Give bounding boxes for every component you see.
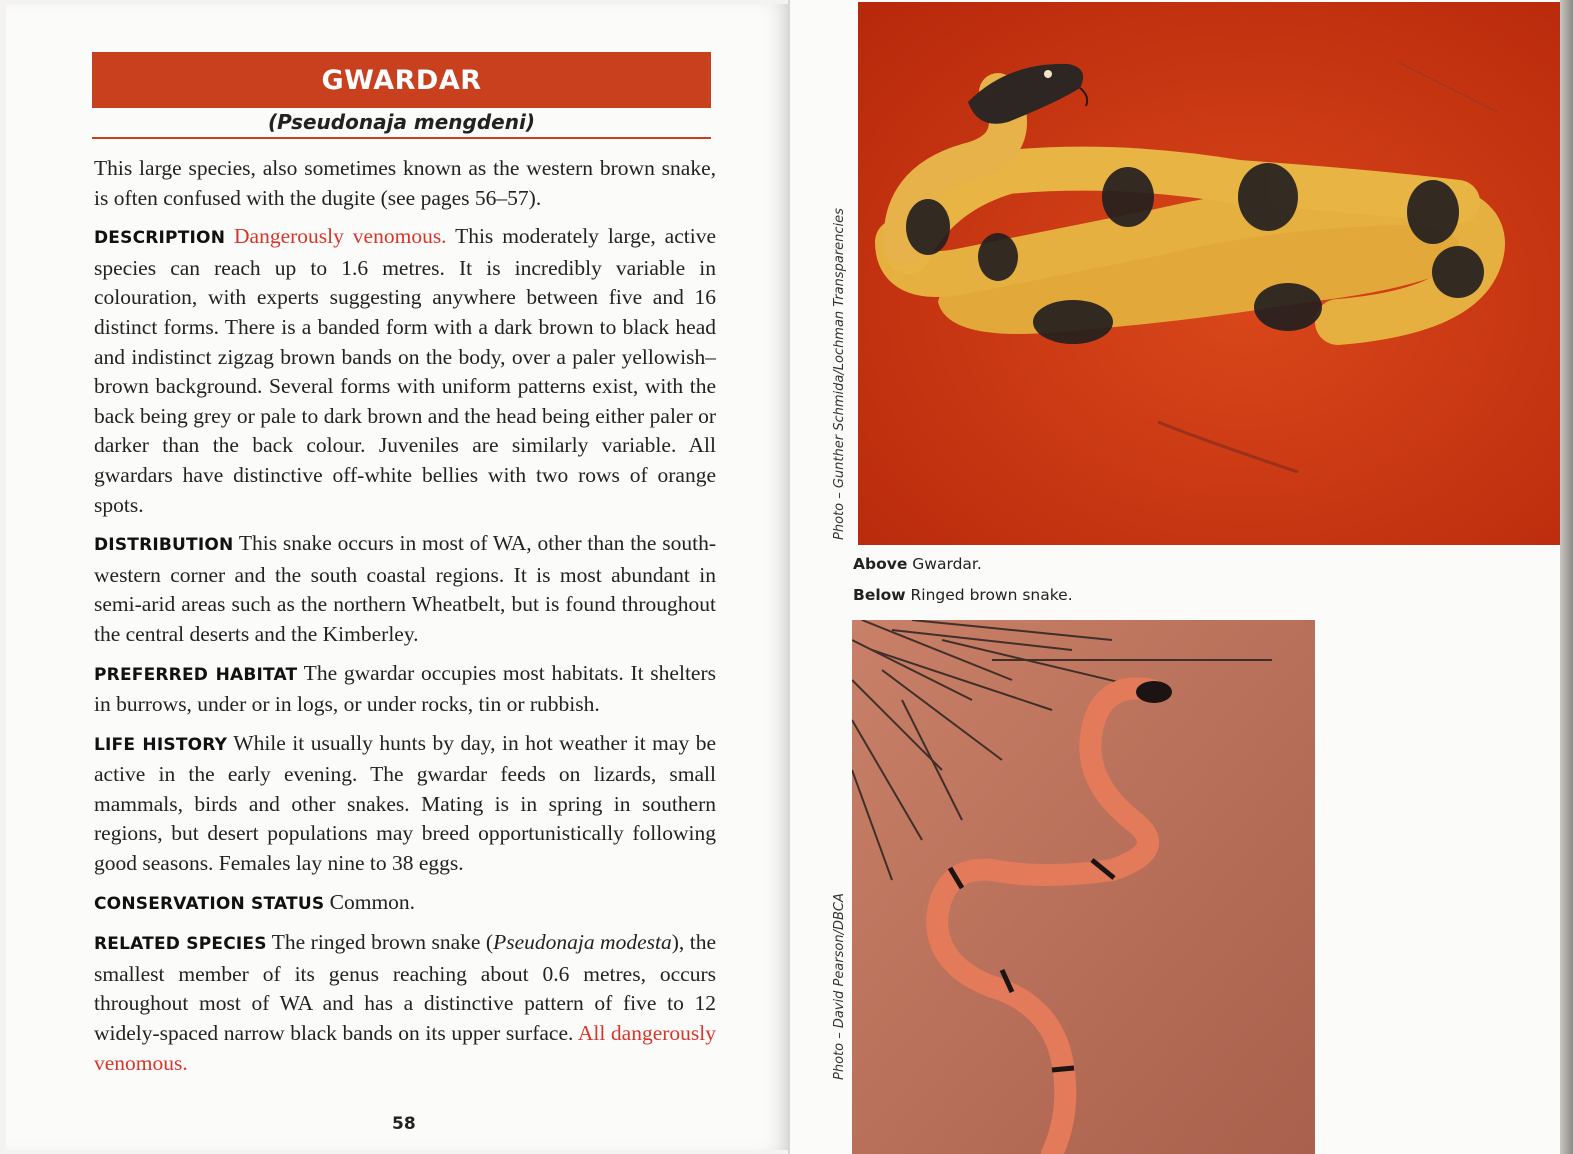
caption-below-label: Below: [853, 586, 906, 604]
habitat-text: The gwardar occupies most habitats. It shelters in burrows, under or in logs, or under rocks, tin or rubbish.: [94, 660, 716, 717]
title-divider: [92, 137, 711, 139]
caption-above-label: Above: [853, 555, 908, 573]
gwardar-photo: [858, 2, 1560, 545]
related-text-before: The ringed brown snake (: [266, 930, 494, 955]
intro-paragraph: This large species, also sometimes known as the western brown snake, is often confused with the dugite (see pages 56–57).: [94, 156, 716, 210]
caption-below-text: Ringed brown snake.: [905, 586, 1073, 604]
description-paragraph: [94, 222, 716, 520]
venom-warning: Dangerously venomous.: [234, 224, 447, 249]
gwardar-illustration: [858, 2, 1560, 545]
page-title: GWARDAR: [321, 64, 482, 96]
life-history-paragraph: [94, 729, 716, 879]
description-text: This moderately large, active species can reach up to 1.6 metres. It is incredibly variable in colouration, with experts suggesting anywhere between five and 16 distinct forms. There is a banded form with a dark brown to black head and indistinct zigzag brown bands on the body, over a paler yellowish–brown background. Several forms with uniform patterns exist, with the back being grey or pale to dark brown and the head being either paler or darker than the back colour. Juveniles are similarly variable. All gwardars have distinctive off-white bellies with two rows of orange spots.: [94, 224, 717, 517]
related-species-name: Pseudonaja modesta: [493, 930, 672, 955]
bottom-photo-credit: Photo – David Pearson/DBCA: [832, 893, 847, 1080]
title-bar: [92, 52, 711, 108]
conservation-paragraph: [94, 888, 716, 920]
species-account: [94, 154, 716, 1087]
distribution-paragraph: [94, 529, 716, 649]
caption-above-text: Gwardar.: [907, 555, 982, 573]
description-heading: DESCRIPTION: [94, 228, 226, 249]
distribution-heading: DISTRIBUTION: [94, 535, 234, 556]
top-photo-credit: Photo – Gunther Schmida/Lochman Transparencies: [832, 208, 847, 540]
conservation-text: Common.: [324, 889, 416, 914]
page-edge: [1560, 0, 1573, 1154]
habitat-heading: PREFERRED HABITAT: [94, 664, 298, 685]
caption-above: [853, 555, 982, 573]
conservation-heading: CONSERVATION STATUS: [94, 893, 325, 914]
caption-below: [853, 586, 1073, 604]
related-paragraph: [94, 928, 716, 1078]
page-number: 58: [392, 1114, 416, 1134]
ringed-brown-snake-photo: [852, 620, 1315, 1154]
scientific-name: (Pseudonaja mengdeni): [268, 110, 535, 134]
distribution-text: This snake occurs in most of WA, other than the south-western corner and the south coastal regions. It is most abundant in semi-arid areas such as the northern Wheatbelt, but is found throughout the central deserts and the Kimberley.: [94, 531, 716, 646]
ringed-brown-snake-illustration: [852, 620, 1315, 1154]
life-history-heading: LIFE HISTORY: [94, 734, 228, 755]
related-heading: RELATED SPECIES: [94, 934, 267, 955]
related-venom-warning: All dangerously venomous.: [94, 1021, 716, 1075]
left-page: [6, 4, 790, 1150]
habitat-paragraph: [94, 659, 716, 720]
life-history-text: While it usually hunts by day, in hot weather it may be active in the early evening. The gwardar feeds on lizards, small mammals, birds and other snakes. Mating is in spring in southern regions, but desert populations may breed opportunistically following good seasons. Females lay nine to 38 eggs.: [94, 730, 716, 876]
related-text-after: ), the smallest member of its genus reaching about 0.6 metres, occurs throughout most of WA and has a distinctive pattern of five to 12 widely-spaced narrow black bands on its upper surface.: [94, 930, 716, 1046]
